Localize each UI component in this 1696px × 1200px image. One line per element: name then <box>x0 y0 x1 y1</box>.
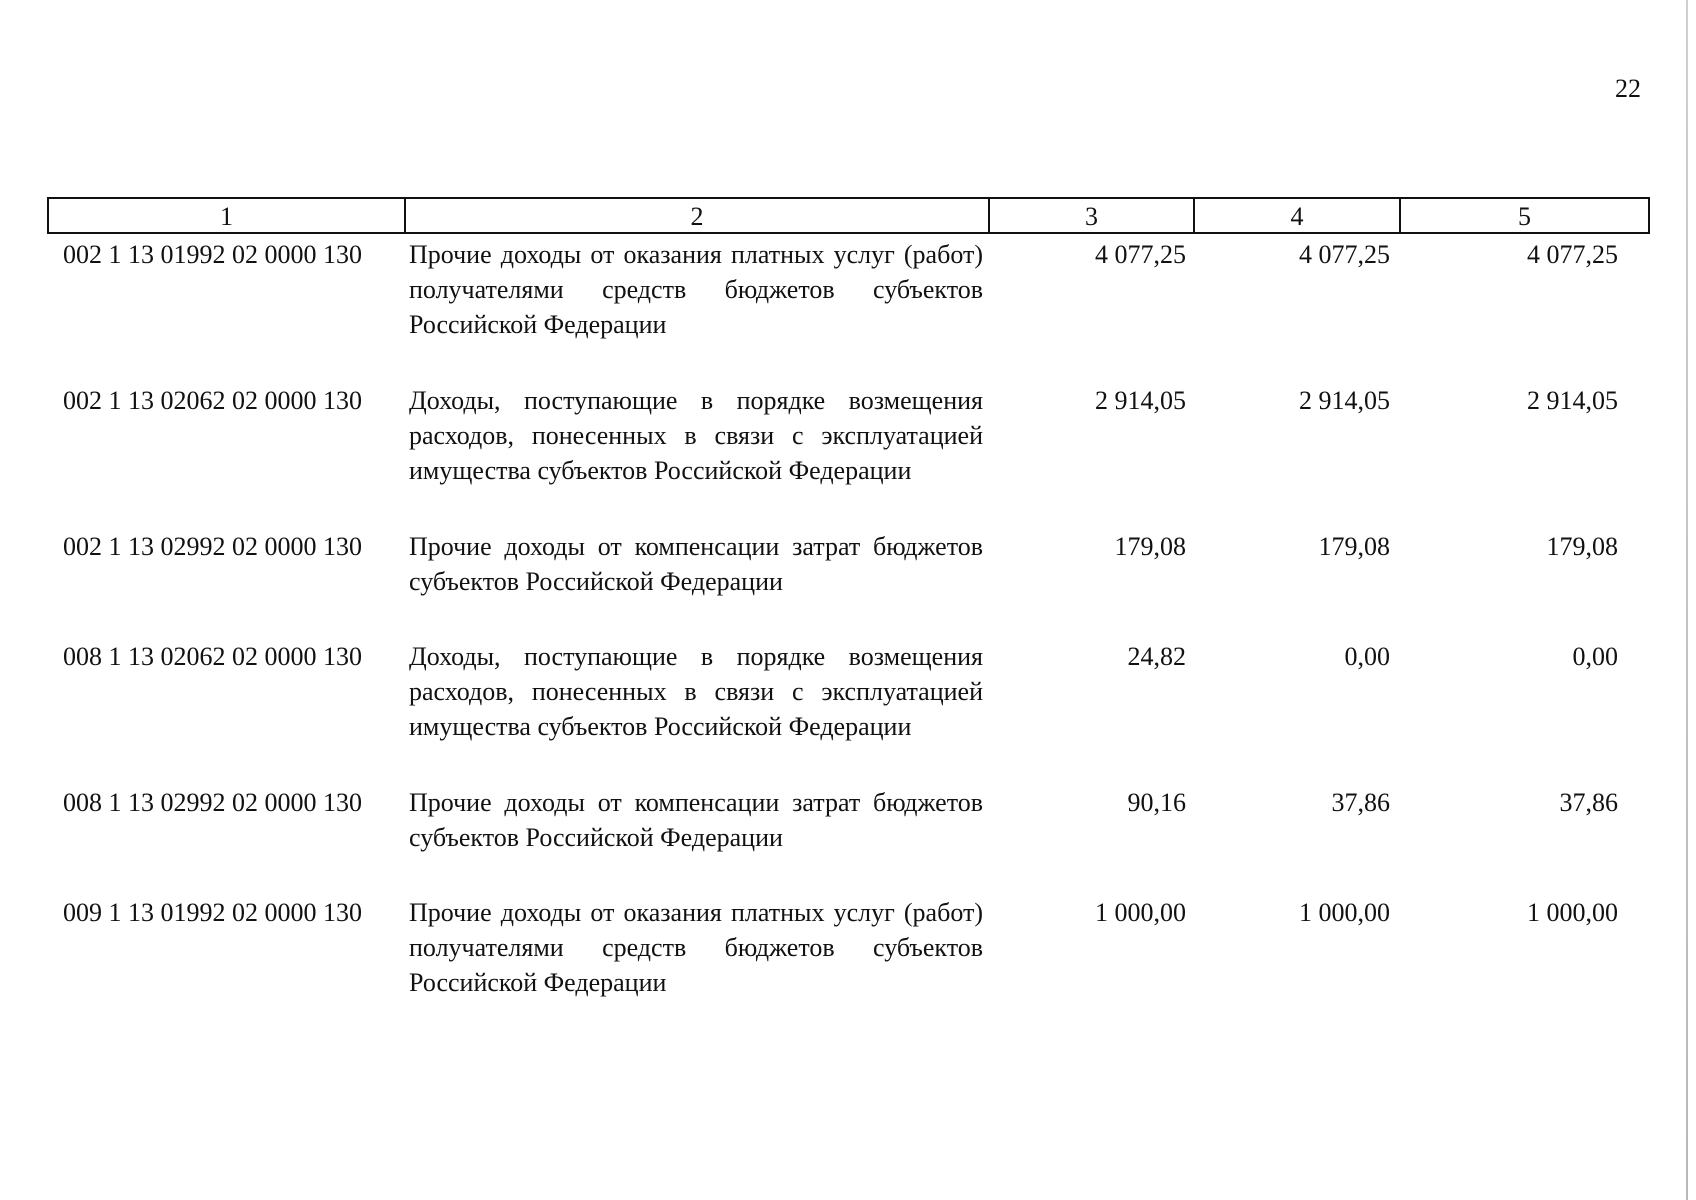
table-header <box>47 197 1650 234</box>
row-description: Прочие доходы от оказания платных услуг (работ) получателями средств бюджетов субъектов Российской Федерации <box>409 240 983 339</box>
row-description: Доходы, поступающие в порядке возмещения расходов, понесенных в связи с эксплуатацией имущества субъектов Российской Федерации <box>409 386 983 485</box>
row-value-col4: 37,86 <box>1331 788 1390 817</box>
row-value-col4: 1 000,00 <box>1299 898 1390 927</box>
row-value-col5: 1 000,00 <box>1527 898 1618 927</box>
row-code: 002 1 13 02992 02 0000 130 <box>63 532 362 561</box>
row-value-col5: 37,86 <box>1559 788 1618 817</box>
row-value-col4: 0,00 <box>1344 642 1390 671</box>
row-value-col3: 2 914,05 <box>1095 386 1186 415</box>
page-number: 22 <box>1615 74 1641 103</box>
row-code: 002 1 13 02062 02 0000 130 <box>63 386 362 415</box>
row-value-col5: 2 914,05 <box>1527 386 1618 415</box>
row-code: 009 1 13 01992 02 0000 130 <box>63 898 362 927</box>
row-value-col3: 90,16 <box>1127 788 1186 817</box>
row-value-col4: 2 914,05 <box>1299 386 1390 415</box>
header-col-5: 5 <box>1400 198 1649 233</box>
row-code: 002 1 13 01992 02 0000 130 <box>63 240 362 269</box>
scan-edge-line <box>1686 0 1688 1200</box>
header-col-2: 2 <box>405 198 989 233</box>
row-value-col5: 0,00 <box>1572 642 1618 671</box>
row-value-col4: 4 077,25 <box>1299 240 1390 269</box>
table-header-row <box>48 198 1649 233</box>
row-value-col4: 179,08 <box>1318 532 1390 561</box>
row-value-col3: 1 000,00 <box>1095 898 1186 927</box>
row-value-col3: 24,82 <box>1127 642 1186 671</box>
row-value-col3: 179,08 <box>1114 532 1186 561</box>
row-value-col3: 4 077,25 <box>1095 240 1186 269</box>
row-code: 008 1 13 02062 02 0000 130 <box>63 642 362 671</box>
header-col-1: 1 <box>220 202 233 231</box>
row-value-col5: 179,08 <box>1546 532 1618 561</box>
row-value-col5: 4 077,25 <box>1527 240 1618 269</box>
row-code: 008 1 13 02992 02 0000 130 <box>63 788 362 817</box>
row-description: Прочие доходы от компенсации затрат бюджетов субъектов Российской Федерации <box>409 788 983 852</box>
row-description: Прочие доходы от компенсации затрат бюджетов субъектов Российской Федерации <box>409 532 983 596</box>
row-description: Доходы, поступающие в порядке возмещения расходов, понесенных в связи с эксплуатацией имущества субъектов Российской Федерации <box>409 642 983 741</box>
row-description: Прочие доходы от оказания платных услуг (работ) получателями средств бюджетов субъектов Российской Федерации <box>409 898 983 997</box>
header-col-4: 4 <box>1194 198 1400 233</box>
header-col-3: 3 <box>989 198 1194 233</box>
